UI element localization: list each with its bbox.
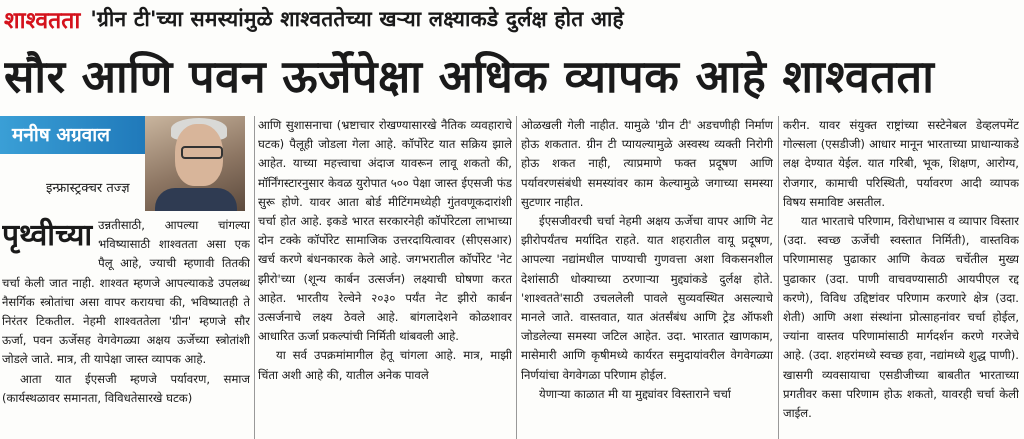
author-byline xyxy=(0,114,252,214)
article-column-3 xyxy=(521,116,773,439)
paragraph xyxy=(2,216,250,370)
author-role: इन्फ्रास्ट्रक्चर तज्ज्ञ xyxy=(46,181,130,196)
author-photo-glasses xyxy=(181,146,223,159)
column-divider xyxy=(516,116,517,439)
article-column-2 xyxy=(258,116,512,439)
author-name: मनीष अग्रवाल xyxy=(12,124,111,146)
drop-cap-word: पृथ्वीच्या xyxy=(2,218,93,253)
article-column-1 xyxy=(2,216,250,439)
paragraph: ओळखली गेली नाहीत. यामुळे 'ग्रीन टी' अडचणीही निर्माण होऊ शकतात. ग्रीन टी प्यायल्यामुळे अस्वस्थ व्यक्ती निरोगी होऊ शकत नाही, त्याप्रमाणे फक्त प्रदूषण आणि पर्यावरणसंबंधी समस्यांवर काम केल्यामुळे जगाच्या समस्या सुटणार नाहीत. xyxy=(521,118,773,209)
author-photo-shirt xyxy=(155,188,237,211)
kicker-text: 'ग्रीन टी'च्या समस्यांमुळे शाश्वततेच्या खऱ्या लक्ष्याकडे दुर्लक्ष होत आहे xyxy=(90,7,624,31)
section-label: शाश्वतता xyxy=(4,8,81,34)
paragraph: आणि सुशासनाचा (भ्रष्टाचार रोखण्यासारखे नैतिक व्यवहाराचे घटक) पैलूही जोडला गेला आहे. कॉर्पोरेट यात सक्रिय झाले आहेत. याच्या महत्त्वाचा अंदाज यावरून लावू शकतो की, मॉर्निंगस्टारनुसार केवळ युरोपात ५०० पेक्षा जास्त ईएसजी फंड सुरू होणे. यावर आता बोर्ड मीटिंगमध्येही गुंतवणूकदारांशी चर्चा होत आहे. इकडे भारत सरकारनेही कॉर्पोरेटला लाभाच्या दोन टक्के कॉर्पोरेट सामाजिक उत्तरदायित्वावर (सीएसआर) खर्च करणे बंधनकारक केले आहे. जगभरातील कॉर्पोरेट 'नेट झीरो'च्या (शून्य कार्बन उत्सर्जन) लक्ष्याची घोषणा करत आहेत. भारतीय रेल्वेने २०३० पर्यंत नेट झीरो कार्बन उत्सर्जनाचे लक्ष्य ठेवले आहे. बांगलादेशने कोळशावर आधारित ऊर्जा प्रकल्पांची निर्मिती थांबवली आहे. xyxy=(258,118,512,344)
paragraph: करीन. यावर संयुक्त राष्ट्रांच्या सस्टेनेबल डेव्हलपमेंट गोल्सला (एसडीजी) आधार मानून भारताच्या प्राधान्याकडे लक्ष देण्यात येईल. यात गरिबी, भूक, शिक्षण, आरोग्य, रोजगार, कामाची परिस्थिती, पर्यावरण आदी व्यापक विषय समाविष्ट असतील. xyxy=(783,118,1019,209)
headline: सौर आणि पवन ऊर्जेपेक्षा अधिक व्यापक आहे शाश्वतता xyxy=(4,50,935,103)
paragraph: यात भारताचे परिणाम, विरोधाभास व व्यापार विस्तार (उदा. स्वच्छ ऊर्जेची स्वस्तात निर्मिती), वास्तविक परिणामासह पुढाकार आणि केवळ चर्चेतील मुख्य पुढाकार (उदा. पाणी वाचवण्यासाठी आयपीएल रद्द करणे), विविध उद्दिष्टांवर परिणाम करणारे क्षेत्र (उदा. शेती) आणि अशा संस्थांना प्रोत्साहनांवर चर्चा होईल, ज्यांना वास्तव परिणामांसाठी मार्गदर्शन करणे गरजेचे आहे. (उदा. शहरांमध्ये स्वच्छ हवा, नद्यांमध्ये शुद्ध पाणी). खासगी व्यवसायाचा एसडीजीच्या बाबतीत भारताच्या प्रगतीवर कसा परिणाम होऊ शकतो, यावरही चर्चा केली जाईल. xyxy=(783,214,1019,421)
article-column-4 xyxy=(783,116,1019,439)
author-photo xyxy=(145,116,245,211)
column-divider xyxy=(254,116,255,439)
column-divider xyxy=(778,116,779,439)
paragraph: ईएसजीवरची चर्चा नेहमी अक्षय ऊर्जेचा वापर आणि नेट झीरोपर्यंतच मर्यादित राहते. यात शहरातील वायू प्रदूषण, आपल्या नद्यांमधील पाण्याची गुणवत्ता अशा विकसनशील देशांसाठी धोक्याच्या ठरणाऱ्या मुद्द्यांकडे दुर्लक्ष होते. 'शाश्वतते'साठी उचललेली पावले सुव्यवस्थित असल्याचे मानले जाते. वास्तवात, यात अंतर्संबंध आणि ट्रेड ऑफशी जोडलेल्या समस्या जटिल आहेत. उदा. भारतात खाणकाम, मासेमारी आणि कृषीमध्ये कार्यरत समुदायांवरील वेगवेगळ्या निर्णयांचा वेगवेगळा परिणाम होईल. xyxy=(521,214,773,382)
kicker-row xyxy=(0,0,1024,38)
paragraph: येणाऱ्या काळात मी या मुद्द्यांवर विस्ताराने चर्चा xyxy=(539,386,731,401)
paragraph: या सर्व उपक्रमांमागील हेतू चांगला आहे. मात्र, माझी चिंता अशी आहे की, यातील अनेक पावले xyxy=(258,348,512,382)
paragraph-text: उन्नतीसाठी, आपल्या चांगल्या भविष्यासाठी शाश्वतता असा एक पैलू आहे, ज्याची म्हणावी तितकी चर्चा केली जात नाही. शाश्वत म्हणजे आपल्याकडे उपलब्ध नैसर्गिक स्त्रोतांचा असा वापर करायचा की, भविष्यातही ते निरंतर टिकतील. नेहमी शाश्वततेला 'ग्रीन' म्हणजे सौर ऊर्जा, पवन ऊर्जेसह वेगवेगळ्या अक्षय ऊर्जेच्या स्त्रोतांशी जोडले जाते. मात्र, ती यापेक्षा जास्त व्यापक आहे. xyxy=(2,218,250,367)
paragraph: आता यात ईएसजी म्हणजे पर्यावरण, समाज (कार्यस्थळावर समानता, विविधतेसारखे घटक) xyxy=(2,371,250,405)
